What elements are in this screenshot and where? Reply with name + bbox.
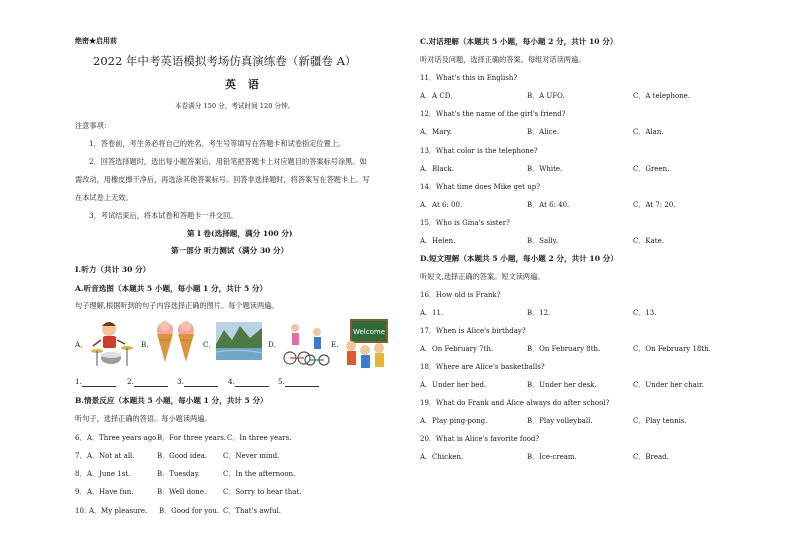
answer-blank-3[interactable]: 3. [177,377,218,387]
option-a[interactable]: A．A CD． [420,92,458,100]
option-c[interactable]: C．Never mind. [223,452,280,460]
option-c[interactable]: C．Play tennis. [633,417,687,425]
option-c[interactable]: C．In the afternoon. [223,470,296,478]
option-c[interactable]: C．At 7: 20. [633,201,676,209]
option-c[interactable]: C．Alan. [633,128,664,136]
pic-label-e: E. [331,340,339,349]
option-b[interactable]: B．Sally. [527,237,558,245]
question-text: 12．What's the name of the girl's friend? [420,110,566,118]
exam-meta: 本卷满分 150 分，考试时间 120 分钟。 [175,102,295,110]
option-a[interactable]: A．Helen. [420,237,456,245]
option-b[interactable]: B．White. [527,165,563,173]
option-b[interactable]: B．Well done. [157,488,207,496]
option-a[interactable]: A．Black. [420,165,454,173]
option-c[interactable]: C．Kate. [633,237,664,245]
answer-blank-2[interactable]: 2. [127,377,168,387]
option-a[interactable]: A．11. [420,309,444,317]
note-3: 3．考试结束后，将本试卷和答题卡一并交回。 [89,211,238,220]
option-c[interactable]: C．13. [633,309,657,317]
option-c[interactable]: C．Bread. [633,453,669,461]
listening-heading: I.听力（共计 30 分） [75,265,151,274]
option-b[interactable]: B．On February 8th. [527,345,601,353]
option-c[interactable]: C．A telephone. [633,92,691,100]
option-a[interactable]: A．June 1st. [87,470,131,478]
option-c[interactable]: C．Under her chair. [633,381,704,389]
option-a[interactable]: A．Chicken. [420,453,464,461]
secB-heading: B.情景反应（本题共 5 小题，每小题 1 分，共计 5 分） [75,396,268,405]
option-b[interactable]: B．Good for you. [159,507,220,515]
option-a[interactable]: A．Under her bed. [420,381,487,389]
answer-blank-1[interactable]: 1. [75,377,116,387]
option-b[interactable]: B．Good idea. [157,452,208,460]
question-text: 20．What is Alice's favorite food? [420,435,540,443]
note-2a: 2．回答选择题时，选出每小题答案后，用铅笔把答题卡上对应题目的答案标号涂黑。如 [89,157,367,166]
option-b[interactable]: B．Under her desk. [527,381,597,389]
secD-heading: D.短文理解（本题共 5 小题，每小题 2 分，共计 10 分） [420,254,618,263]
option-a[interactable]: A．Have fun. [87,488,134,496]
drummer-boy-icon [89,318,135,368]
note-2b: 需改动，用橡皮擦干净后，再选涂其他答案标号。回答非选择题时，将答案写在答题卡上。写 [75,175,370,184]
answer-blank-4[interactable]: 4. [228,377,269,387]
option-b[interactable]: B．Tuesday. [157,470,200,478]
option-a[interactable]: A．On February 7th. [420,345,494,353]
option-b[interactable]: B．Alice. [527,128,559,136]
option-c[interactable]: C．That's awful. [223,507,281,515]
option-a[interactable]: A．Mary. [420,128,452,136]
answer-blank-5[interactable]: 5. [278,377,319,387]
option-b[interactable]: B．For three years. [157,434,227,442]
option-a[interactable]: A．My pleasure. [89,507,148,515]
note-1: 1．答卷前，考生务必将自己的姓名、考生号等填写在答题卡和试卷指定位置上。 [89,139,346,148]
secD-instruction: 听短文,选择正确的答案。短文读两遍。 [420,272,545,281]
option-c[interactable]: C．Green. [633,165,670,173]
exam-title: 2022 年中考英语模拟考场仿真演练卷（新疆卷 A） [93,54,357,68]
pic-label-b: B． [141,340,154,349]
notes-heading: 注意事项： [75,121,111,130]
svg-text:Welcome: Welcome [352,328,386,336]
question-text: 16．How old is Frank? [420,291,501,299]
option-b[interactable]: B．Ice-cream. [527,453,577,461]
classroom-kids-icon [341,318,391,370]
pic-label-a: A． [75,340,88,349]
pic-label-c: C． [203,340,216,349]
option-c[interactable]: C．On February 18th. [633,345,711,353]
exam-page: 绝密★启用前 2022 年中考英语模拟考场仿真演练卷（新疆卷 A） 英 语 本卷满分 150 分，考试时间 120 分钟。 注意事项： 1．答卷前，考生务必将自己的姓名、考生号等填写在答题卡和试卷指定位置上。 2．回答选择题时，选出每小题答案后，用铅笔把答题卡上对应题目的答案标号涂黑。如 需改动，用橡皮擦干净后，再选涂其他答案标号。回答非选择题时，将答案写在答题卡上。写 在本试卷上无效。 3．考试结束后，将本试卷和答题卡一并交回。 第 I 卷(选择题，满分 100 分) 第一部分 听力测试（满分 30 分） I.听力（共计 30 分） A.听音选图（本题共 5 小题，每小题 1 分，共计 5 分） 句子理解,根据听到的句子内容选择正确的图片。每个题读两遍。 A． B． C． D． E. Welcome 1. 2. 3. 4. 5. B.情景反应（本题共 5 小题，每小题 1 分，共计 5 分） 听句子，选择正确的答语。每小题读两遍。 6． A．Three years ago B．For three years. C．In three years. 7． A．Not at all. B．Good idea. C．Never mind. 8． A．June 1st. B．Tuesday. C．In the afternoon. 9． A．Have fun. B．Well done. C．Sorry to hear that. 10． A．My pleasure. B．Good for you. C．That's awful. C.对话理解（本题共 5 小题，每小题 2 分，共计 10 分） 听对话及问题，选择正确的答案。每组对话读两遍。 11．What's this in English? A．A CD． B．A UFO. C．A telephone. 12．What's the name of the girl's friend? A．Mary. B．Alice. C．Alan. 13．What color is the telephone? A．Black. B．White. C．Green. 14．What time does Mike get up? A．At 6: 00. B．At 6: 40. C．At 7: 20. 15．Who is Gina's sister? A．Helen. B．Sally. C．Kate. D.短文理解（本题共 5 小题，每小题 2 分，共计 10 分） 听短文,选择正确的答案。短文读两遍。 16．How old is Frank? A．11. B．12. C．13. 17．When is Alice's birthday? A．On February 7th. B．On February 8th. C．On February 18th. 18．Where are Alice's basketballs? A．Under her bed. B．Under her desk. C．Under her chair. 19．What do Frank and Alice always do after school? A．Play ping-pong. B．Play volleyball. C．Play tennis. 20．What is Alice's favorite food? A．Chicken. B．Ice-cream. C．Bread. [75,36,711,515]
subject-title: 英 语 [225,78,263,91]
river-landscape-icon [216,322,262,360]
question-text: 19．What do Frank and Alice always do after school? [420,399,610,407]
secC-heading: C.对话理解（本题共 5 小题，每小题 2 分，共计 10 分） [420,37,618,46]
question-text: 17．When is Alice's birthday? [420,327,526,335]
secA-instruction: 句子理解,根据听到的句子内容选择正确的图片。每个题读两遍。 [75,301,279,310]
secA-heading: A.听音选图（本题共 5 小题，每小题 1 分，共计 5 分） [75,284,268,293]
option-c[interactable]: C．Sorry to hear that. [223,488,302,496]
secB-instruction: 听句子，选择正确的答语。每小题读两遍。 [75,414,212,423]
option-a[interactable]: A．At 6: 00. [420,201,463,209]
option-a[interactable]: A．Three years ago [87,434,157,442]
volume-heading: 第 I 卷(选择题，满分 100 分) [187,229,293,238]
pic-label-d: D． [268,340,281,349]
ice-cream-icon [154,318,198,368]
cycling-kids-icon [280,318,330,368]
question-text: 11．What's this in English? [420,74,518,82]
option-a[interactable]: A．Not at all. [87,452,135,460]
option-b[interactable]: B．A UFO. [527,92,565,100]
part1-heading: 第一部分 听力测试（满分 30 分） [171,246,289,255]
option-c[interactable]: C．In three years. [227,434,292,442]
question-text: 14．What time does Mike get up? [420,183,540,191]
option-b[interactable]: B．At 6: 40. [527,201,570,209]
question-text: 13．What color is the telephone? [420,147,538,155]
secret-label: 绝密★启用前 [75,36,117,45]
option-a[interactable]: A．Play ping-pong. [420,417,488,425]
secC-instruction: 听对话及问题，选择正确的答案。每组对话读两遍。 [420,55,586,64]
option-b[interactable]: B．12. [527,309,551,317]
note-2c: 在本试卷上无效。 [75,193,133,202]
question-text: 18．Where are Alice's basketballs? [420,363,545,371]
question-text: 15．Who is Gina's sister? [420,219,510,227]
option-b[interactable]: B．Play volleyball. [527,417,593,425]
